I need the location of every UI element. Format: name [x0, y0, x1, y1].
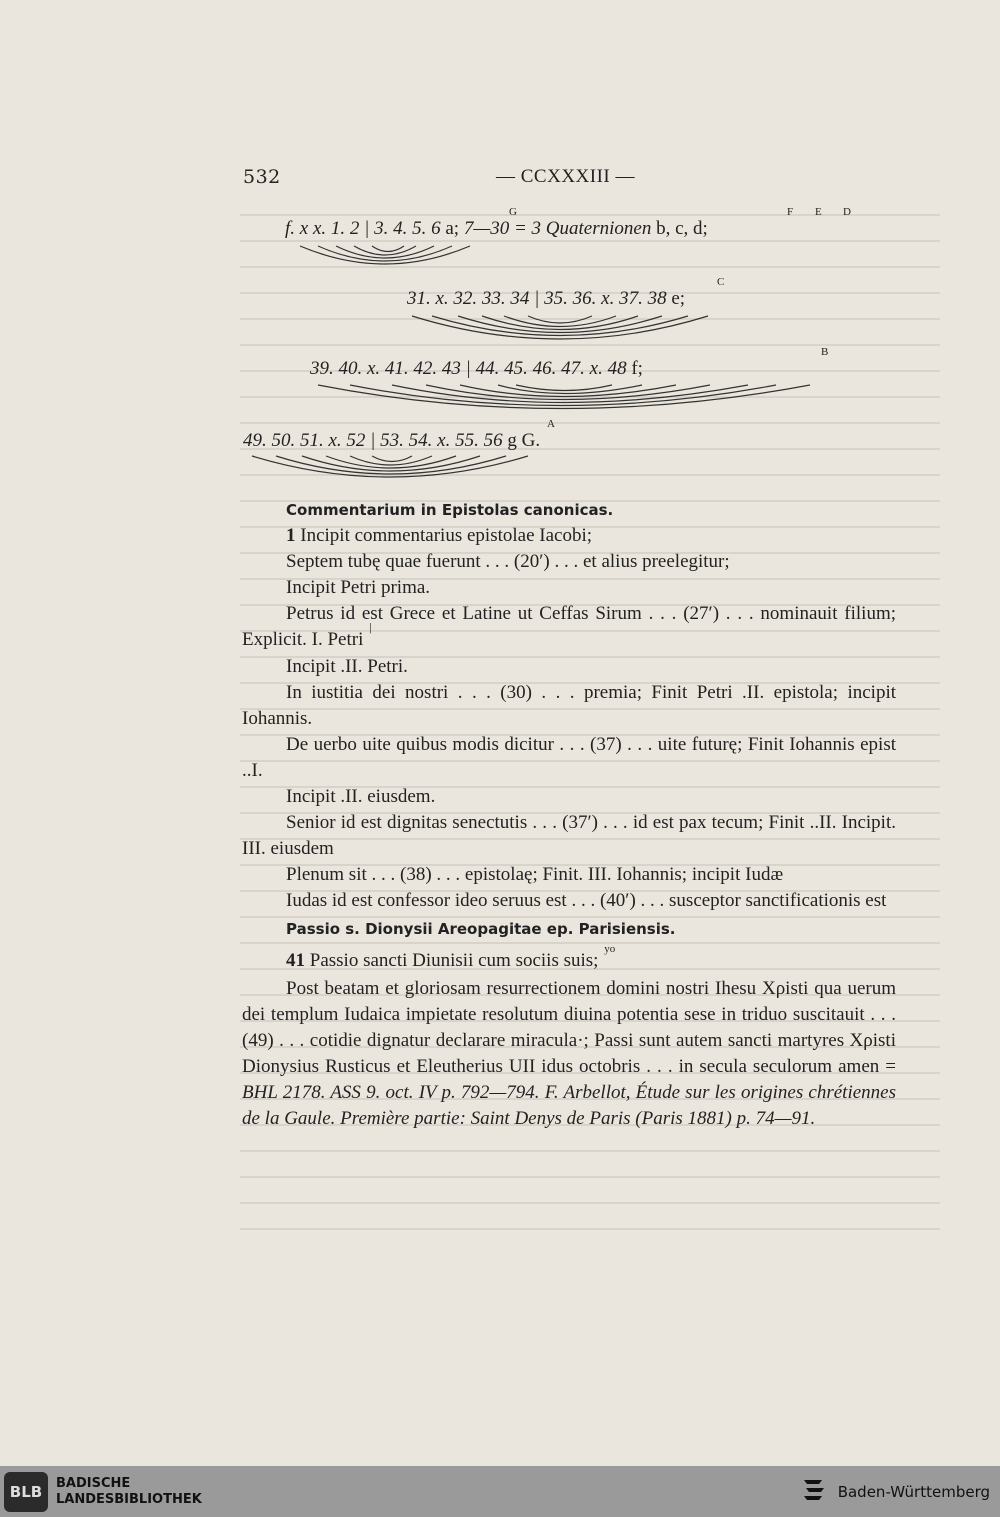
entry-1: 1 Incipit commentarius epistolae Iacobi;: [286, 525, 593, 546]
quire-label-a: A: [547, 418, 556, 430]
quire-arcs: [0, 0, 1000, 520]
quire-label-f: F: [787, 206, 795, 218]
paragraph-petrus: Petrus id est Grece et Latine ut Ceffas Sirum . . . (27′) . . . nominauit filium; Explicit. I. Petri |: [242, 603, 896, 650]
entry-41: 41 Passio sancti Diunisii cum sociis suis; $^{yo}$: [286, 943, 616, 971]
state-logo[interactable]: [800, 1476, 990, 1508]
section-heading-passio: Passio s. Dionysii Areopagitae ep. Parisiensis.: [286, 920, 676, 938]
paragraph-plenum: Plenum sit . . . (38) . . . epistolaę; Finit. III. Iohannis; incipit Iudæ: [286, 864, 784, 885]
quire-label-g: G: [509, 206, 518, 218]
running-head: — CCXXXIII —: [496, 166, 635, 187]
paragraph-incipit-petri: Incipit Petri prima.: [286, 577, 431, 598]
paragraph-septem: Septem tubę quae fuerunt . . . (20′) . . . et alius preelegitur;: [286, 551, 730, 572]
main-text: [242, 495, 896, 1132]
collation-row-1: f. x x. 1. 2 | 3. 4. 5. 6 a; 7—30 = 3 Quaternionen b, c, d;: [285, 218, 708, 239]
quire-label-b: B: [821, 346, 830, 358]
paragraph-de-uerbo: De uerbo uite quibus modis dicitur . . . (37) . . . uite futurę; Finit Iohannis epist ..I.: [242, 734, 896, 781]
section-heading-epistolas: Commentarium in Epistolas canonicas.: [286, 501, 614, 519]
paragraph-incipit-ii-petri: Incipit .II. Petri.: [286, 656, 408, 677]
collation-row-3: 39. 40. x. 41. 42. 43 | 44. 45. 46. 47. x. 48 f;: [310, 358, 643, 379]
paragraph-senior: Senior id est dignitas senectutis . . . (37′) . . . id est pax tecum; Finit ..II. Incipit. III. eiusdem: [242, 812, 896, 859]
library-name: BADISCHE LANDESBIBLIOTHEK: [56, 1475, 202, 1507]
page-number: 532: [243, 166, 281, 188]
collation-row-4: 49. 50. 51. x. 52 | 53. 54. x. 55. 56 g G.: [243, 430, 541, 451]
blb-logo[interactable]: BLB: [4, 1472, 48, 1512]
state-name: Baden-Württemberg: [837, 1483, 990, 1501]
quire-label-c: C: [717, 276, 726, 288]
paragraph-incipit-ii-eiusdem: Incipit .II. eiusdem.: [286, 786, 436, 807]
collation-row-2: 31. x. 32. 33. 34 | 35. 36. x. 37. 38 e;: [407, 288, 686, 309]
quire-label-d: D: [843, 206, 852, 218]
footer-bar: [0, 1466, 1000, 1517]
lions-icon: [800, 1476, 830, 1508]
paragraph-post-beatam: Post beatam et gloriosam resurrectionem domini nostri Ihesu Xρisti qua uerum dei templum Iudaica impietate resolutum diuina potentia sese in triduo suscitauit . . . (49) . . . cotidie dignatur declarare miracula·; Passi sunt autem sancti martyres Xρisti Dionysius Rusticus et Eleutherius UII idus octobris . . . in secula seculorum amen = BHL 2178. ASS 9. oct. IV p. 792—794. F. Arbellot, Étude sur les origines chrétiennes de la Gaule. Première partie: Saint Denys de Paris (Paris 1881) p. 74—91.: [242, 978, 896, 1129]
paragraph-iustitia: In iustitia dei nostri . . . (30) . . . premia; Finit Petri .II. epistola; incipit Iohannis.: [242, 682, 896, 729]
quire-label-e: E: [815, 206, 823, 218]
paragraph-iudas: Iudas id est confessor ideo seruus est . . . (40′) . . . susceptor sanctificationis est: [286, 890, 887, 911]
